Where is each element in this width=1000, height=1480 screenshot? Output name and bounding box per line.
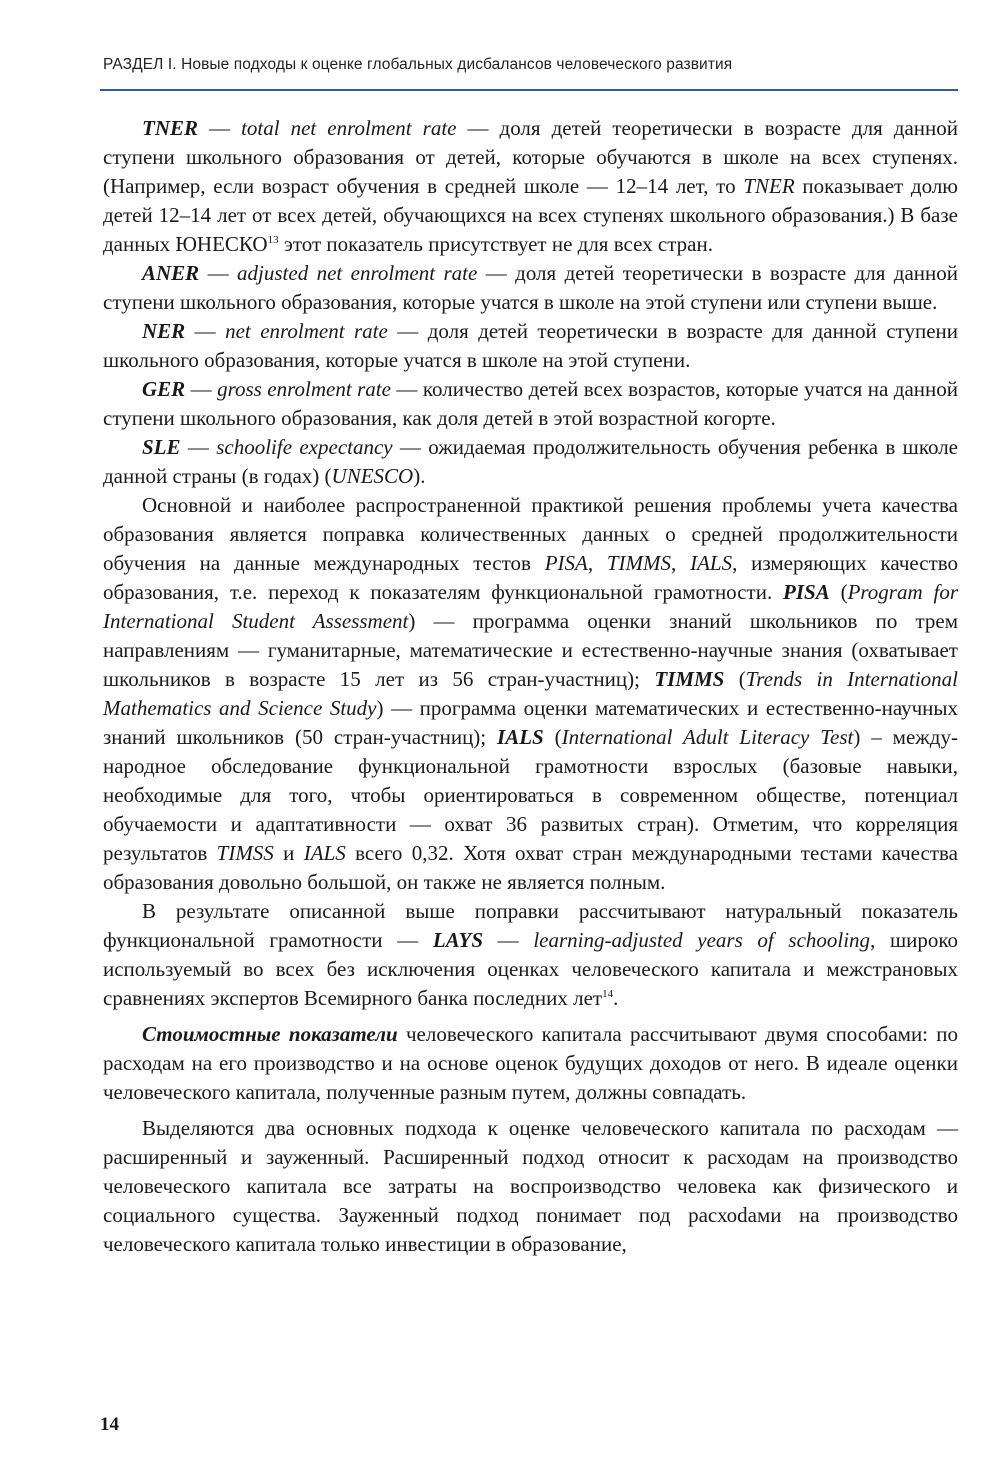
- page-number: 14: [100, 1414, 119, 1435]
- paragraph-approaches: [103, 1114, 958, 1259]
- test-full-name: Program for International Student Assessment: [103, 580, 958, 633]
- test-name: IALS: [303, 841, 346, 865]
- text-run: — ожидаемая продолжительность обучения ребенка в школе данной страны (в годах) (: [103, 435, 958, 488]
- text-run: и: [273, 841, 304, 865]
- text-run: ) – международное обследование функциональной грамотности взрослых (базовые навыки, необходимые для того, чтобы ориентироваться в современном обществе, потенциал обучаемости и адаптативности — охват 36 развитых стран). Отметим, что корреляция результатов: [103, 725, 958, 865]
- test-name: IALS: [690, 551, 733, 575]
- term-ref: TNER: [743, 174, 795, 198]
- text-run: этот показатель присутствует не для всех стран.: [278, 232, 713, 256]
- text-run: Выделяются два основных подхода к оценке человеческого капитала по расходам — расширенный и зауженный. Расширенный подход относит к расходам на производство человеческого капитала все затраты на воспроизводство человека как физического и социального существа. Зауженный подход понимает под расхоdами на производство человеческого капитала только инвестиции в образование,: [103, 1116, 958, 1256]
- term: NER: [142, 319, 186, 343]
- text-run: ,: [587, 551, 607, 575]
- text-run: ,: [671, 551, 691, 575]
- text-run: , широко используемый во всех без исключения оценках человеческого капитала и межстрановых сравнениях экспертов Всемирного банка последних лет: [103, 928, 959, 1010]
- section-label: РАЗДЕЛ I.: [103, 56, 177, 73]
- term: GER: [142, 377, 186, 401]
- text-run: Основной и наиболее распространенной практикой решения проблемы учета качества образования является поправка количественных данных о средней продолжительности обучения на данные международных тестов: [103, 493, 958, 575]
- footnote-ref[interactable]: 13: [267, 234, 279, 246]
- text-run: — доля детей теоретически в возрасте для данной ступени школьного образования, которые учатся в школе на этой ступени или ступени выше.: [103, 261, 959, 314]
- text-run: всего 0,32. Хотя охват стран международными тестами качества образования довольно большой, он также не является полным.: [103, 841, 958, 894]
- text-run: ) — программа оценки знаний школьников по трем направлениям — гуманитарные, математические и естественно-научные знания (охватывает школьников в возрасте 15 лет из 56 стран-участниц);: [103, 609, 959, 691]
- term: ANER: [142, 261, 200, 285]
- term-english: total net enrolment rate: [241, 116, 457, 140]
- header-rule: [100, 89, 958, 91]
- text-run: (: [829, 580, 848, 604]
- term-english: learning-adjusted years of schooling: [533, 928, 871, 952]
- paragraph-lays: [103, 897, 958, 1013]
- text-run: —: [180, 435, 217, 459]
- term: LAYS: [432, 928, 484, 952]
- term-english: schoolife expectancy: [216, 435, 393, 459]
- body-text: [103, 114, 958, 1259]
- text-run: .: [613, 986, 619, 1010]
- text-run: человеческого капитала рассчитывают двумя способами: по расходам на его производство и на основе оценок будущих доходов от него. В идеале оценки человеческого капитала, полученные разным путем, должны совпадать.: [103, 1022, 959, 1104]
- test-name: PISA: [544, 551, 588, 575]
- term: SLE: [142, 435, 181, 459]
- text-run: —: [185, 377, 218, 401]
- paragraph-cost-indicators: [103, 1020, 958, 1107]
- text-run: — количество детей всех возрастов, которые учатся на данной ступени школьного образования, как доля детей в этой возрастной когорте.: [103, 377, 959, 430]
- term: Стоимостные показатели: [142, 1022, 398, 1046]
- test-full-name: Trends in International Mathematics and Science Study: [103, 667, 958, 720]
- text-run: (: [724, 667, 746, 691]
- text-run: ).: [413, 464, 426, 488]
- paragraph-tests: [103, 491, 958, 897]
- test-term: TIMMS: [654, 667, 725, 691]
- term-english: net enrolment rate: [225, 319, 388, 343]
- text-run: —: [185, 319, 226, 343]
- test-full-name: International Adult Literacy Test: [561, 725, 854, 749]
- definition-ger: [103, 375, 958, 433]
- text-run: В результате описанной выше поправки рассчитывают натуральный показатель функциональной грамотности —: [103, 899, 958, 952]
- text-run: —: [199, 261, 238, 285]
- text-run: —: [483, 928, 534, 952]
- test-name: TIMSS: [216, 841, 274, 865]
- text-run: — доля детей теоретически в возрасте для данной ступени школьного образования от детей, которые обучаются в школе на всех ступенях. (Например, если возраст обучения в средней школе — 12–14 лет, то: [103, 116, 959, 198]
- running-header: [103, 56, 732, 74]
- test-term: IALS: [497, 725, 544, 749]
- text-run: ) — программа оценки математических и естественно-научных знаний школьников (50 стран-участниц);: [103, 696, 958, 749]
- test-name: TIMMS: [606, 551, 672, 575]
- text-run: показывает долю детей 12–14 лет от всех детей, обучающихся на всех ступенях школьного образования.) В базе данных ЮНЕСКО: [103, 174, 958, 256]
- definition-ner: [103, 317, 958, 375]
- test-term: PISA: [783, 580, 830, 604]
- definition-aner: [103, 259, 958, 317]
- source-ref: UNESCO: [331, 464, 414, 488]
- term: TNER: [142, 116, 199, 140]
- section-title: Новые подходы к оценке глобальных дисбалансов человеческого развития: [181, 56, 733, 73]
- definition-tner: [103, 114, 958, 259]
- definition-sle: [103, 433, 958, 491]
- text-run: (: [543, 725, 562, 749]
- text-run: — доля детей теоретически в возрасте для данной ступени школьного образования, которые учатся в школе на этой ступени.: [103, 319, 958, 372]
- footnote-ref[interactable]: 14: [602, 988, 614, 1000]
- text-run: , измеряющих качество образования, т.е. переход к показателям функциональной грамотности.: [103, 551, 959, 604]
- text-run: —: [198, 116, 242, 140]
- term-english: adjusted net enrolment rate: [237, 261, 478, 285]
- term-english: gross enrolment rate: [217, 377, 391, 401]
